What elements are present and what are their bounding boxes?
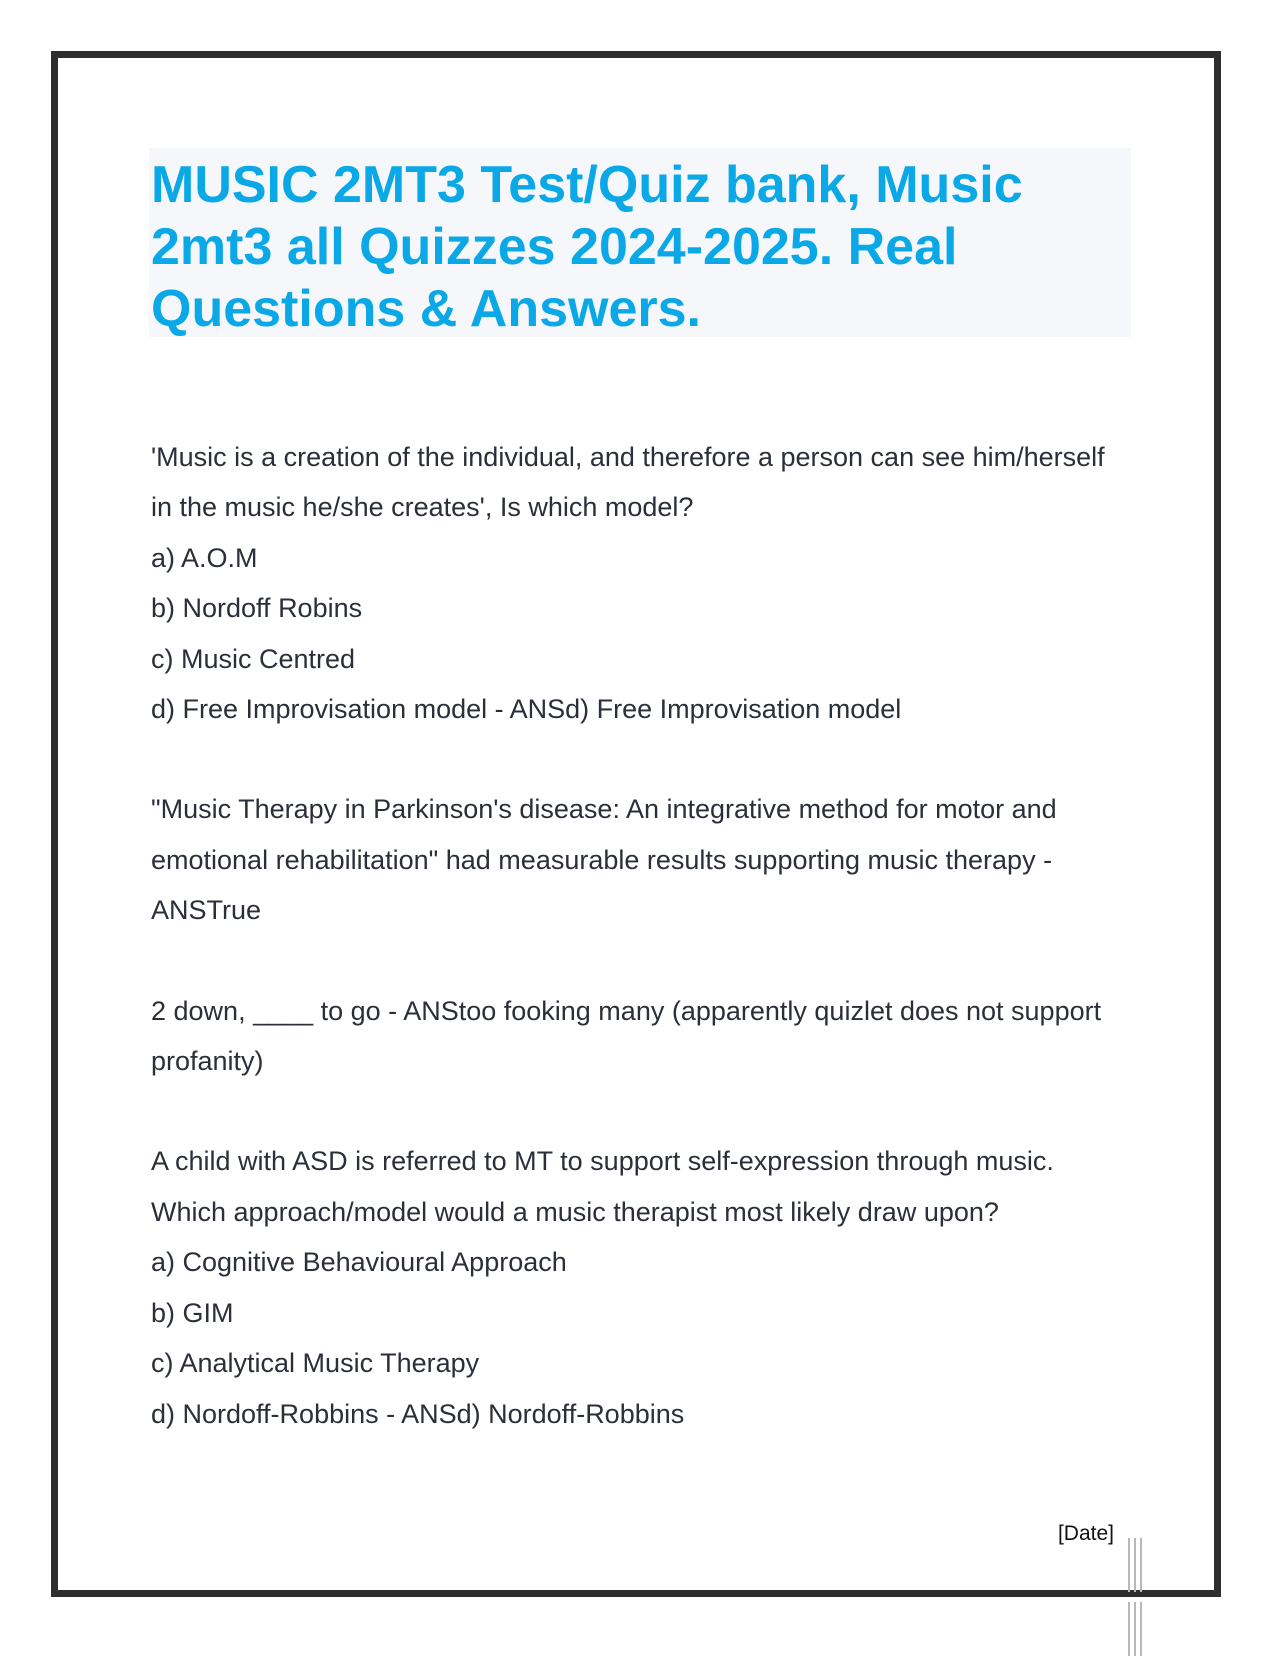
document-title: MUSIC 2MT3 Test/Quiz bank, Music 2mt3 all Quizzes 2024-2025. Real Questions & Answers. [151,156,1023,338]
answer-option: a) Cognitive Behavioural Approach [151,1247,567,1278]
answer-option: b) Nordoff Robins [151,593,363,624]
answer-option: d) Free Improvisation model - ANSd) Free Improvisation model [151,694,902,725]
answer-option: c) Analytical Music Therapy [151,1348,480,1379]
answer-option: b) GIM [151,1297,234,1328]
date-placeholder: [Date] [1057,1522,1114,1545]
answer-option: d) Nordoff-Robbins - ANSd) Nordoff-Robbins [151,1398,685,1429]
question-text: 'Music is a creation of the individual, and therefore a person can see him/herself in the music he/she creates', Is which model? [151,442,1113,523]
title-block [149,148,1131,337]
question-text: "Music Therapy in Parkinson's disease: An integrative method for motor and emotional rehabilitation" had measurable results supporting music therapy - ANSTrue [151,794,1065,926]
question-block-3 [151,986,1131,1087]
question-block-4 [151,1136,1131,1438]
question-block-1 [151,432,1131,734]
answer-option: c) Music Centred [151,643,356,674]
document-content [151,432,1131,1489]
question-block-2 [151,784,1131,935]
question-text: 2 down, ____ to go - ANStoo fooking many (apparently quizlet does not support profanity) [151,995,1109,1077]
footer-decoration [1128,1538,1144,1656]
answer-option: a) A.O.M [151,542,258,573]
question-text: A child with ASD is referred to MT to support self-expression through music. Which approach/model would a music therapist most likely draw upon? [151,1146,1062,1227]
